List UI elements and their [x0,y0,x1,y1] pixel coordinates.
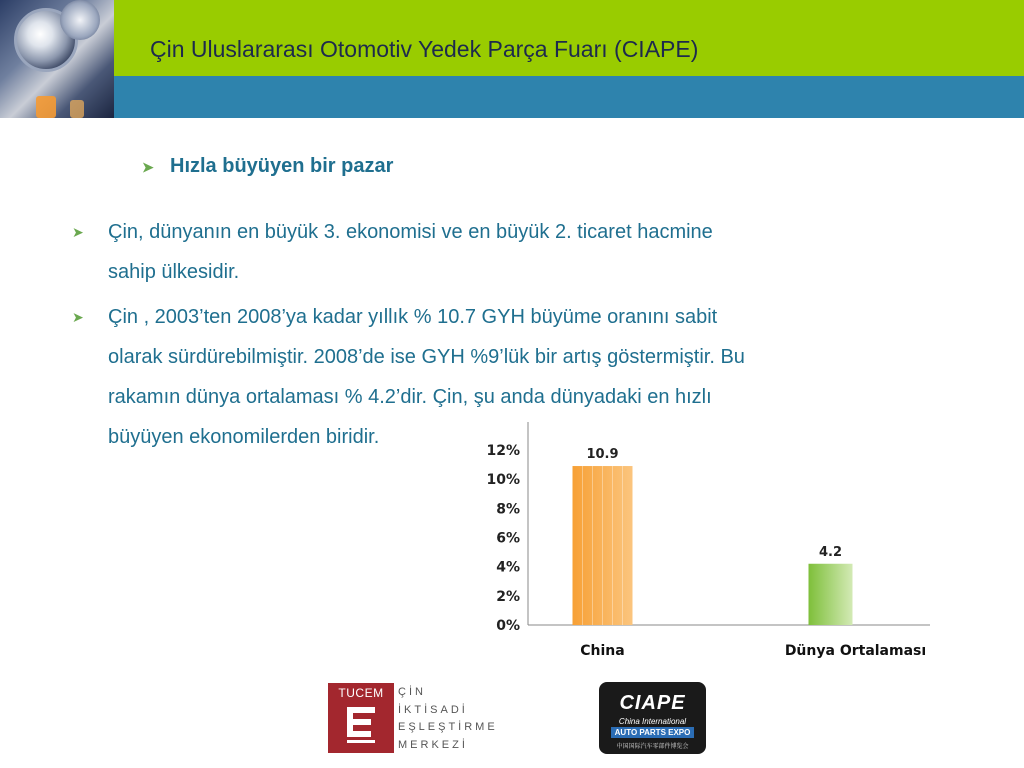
tucem-logo-name: TUCEM [338,686,384,700]
ciape-logo-subtitle: China International [618,717,687,726]
ciape-logo-expo: AUTO PARTS EXPO [611,727,694,738]
bar-value-label: 4.2 [818,544,843,560]
bullet-text-1 [108,212,908,292]
y-tick-label: 10% [486,472,520,489]
indicator-light-image-secondary [70,100,84,118]
bar-1 [809,564,853,625]
arrow-bullet-icon: ➤ [72,309,84,325]
header-car-photo [0,0,114,118]
y-tick-label: 0% [496,618,520,634]
tucem-mark-icon [345,705,377,745]
x-tick-label: China [580,643,625,659]
bullet-line: rakamın dünya ortalaması % 4.2’dir. Çin, şu anda dünyadaki en hızlı [108,386,712,408]
gdp-growth-bar-chart [455,420,955,670]
y-tick-label: 8% [496,501,520,518]
y-tick-label: 12% [486,443,520,459]
y-tick-label: 6% [496,530,520,547]
header-band-blue [114,76,1024,118]
arrow-bullet-icon: ➤ [142,159,154,175]
tucem-line: İKTİSADİ [398,703,468,716]
arrow-bullet-icon: ➤ [72,224,84,240]
bullet-line: Çin, dünyanın en büyük 3. ekonomisi ve en büyük 2. ticaret hacmine [108,221,713,243]
bullet-line: büyüyen ekonomilerden biridir. [108,426,380,448]
ciape-logo [599,682,706,754]
tucem-line: MERKEZİ [398,738,468,751]
tucem-logo-text [398,684,498,754]
subheading-text: Hızla büyüyen bir pazar [170,155,394,177]
headlight-image-secondary [60,0,100,40]
tucem-line: EŞLEŞTİRME [398,721,498,733]
bullet-line: Çin , 2003’ten 2008’ya kadar yıllık % 10.7 GYH büyüme oranını sabit [108,306,718,328]
y-tick-label: 2% [496,588,520,605]
bullet-line: sahip ülkesidir. [108,261,240,283]
subheading [142,155,393,178]
indicator-light-image [36,96,56,118]
slide-title: Çin Uluslararası Otomotiv Yedek Parça Fuarı (CIAPE) [150,36,699,62]
x-tick-label: Dünya Ortalaması [784,643,927,659]
tucem-line: ÇİN [398,686,426,698]
bullet-line: olarak sürdürebilmiştir. 2008’de ise GYH %9’lük bir artış göstermiştir. Bu [108,346,745,368]
tucem-logo [328,683,394,753]
y-tick-label: 4% [496,559,520,576]
ciape-logo-name: CIAPE [619,692,686,714]
bar-value-label: 10.9 [586,447,619,463]
ciape-logo-chinese: 中国国际汽车零部件博览会 [616,744,689,750]
